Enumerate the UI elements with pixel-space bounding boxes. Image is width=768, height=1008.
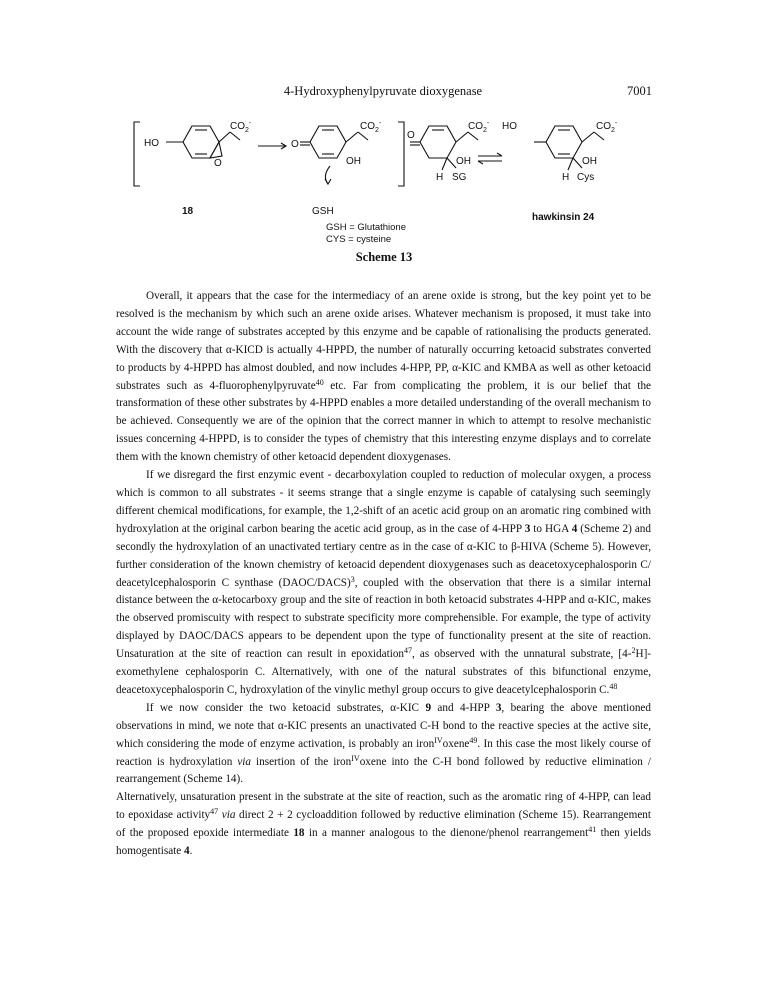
label-o-2: O	[291, 139, 299, 150]
reaction-scheme-13	[130, 116, 640, 266]
label-oh-3: OH	[456, 156, 471, 167]
label-gsh-definition: GSH = Glutathione	[326, 222, 407, 233]
label-gsh: GSH	[312, 206, 334, 217]
body-text	[116, 288, 651, 861]
label-ho-4: HO	[502, 121, 517, 132]
label-h-4: H	[562, 172, 570, 183]
label-sg: SG	[452, 172, 467, 183]
paragraph-1: Overall, it appears that the case for the intermediacy of an arene oxide is strong, but the key point yet to be resolved is the mechanism by which such an arene oxide arises. Whatever mechanism is proposed, it must take into account the wide range of substrates accepted by this enzyme and be capable of rationalising the products generated. With the discovery that α-KICD is actually 4-HPPD, the number of naturally occurring ketoacid substrates converted to products by 4-HPPD has almost doubled, and now includes 4-HPP, PP, α-KIC and KMBA as well as other ketoacid substrates such as 4-fluorophenylpyruvate$^{40}$ etc. Far from complicating the problem, it is our belief that the transformation of these other substrates by 4-HPPD enables a more detailed understanding of the overall mechanism to be achieved. Consequently we are of the opinion that the correct manner in which to attempt to resolve mechanistic issues concerning 4-HPPD, is to consider the types of chemistry that this interesting enzyme displays and to correlate them with the known chemistry of other ketoacid dependent dioxygenases.	[116, 290, 651, 464]
label-oh-2: OH	[346, 156, 361, 167]
label-ho-1: HO	[144, 138, 159, 149]
label-co2-1: $CO_2^-$	[230, 120, 252, 134]
scheme-13-structures	[130, 116, 640, 266]
label-cys: Cys	[577, 172, 595, 183]
paragraph-4: Alternatively, unsaturation present in the substrate at the site of reaction, such as the aromatic ring of 4-HPP, can lead to epoxidase activity$^{47}$ via direct 2 + 2 cycloaddition followed by reductive elimination (Scheme 15). Rearrangement of the proposed epoxide intermediate 18 in a manner analogous to the dienone/phenol rearrangement$^{41}$ then yields homogentisate 4.	[116, 791, 651, 858]
paragraph-2: If we disregard the first enzymic event - decarboxylation coupled to reduction of molecular oxygen, a process which is common to all substrates - it seems strange that a single enzyme is capable of catalysing such seemingly different chemical modifications, for example, the 1,2-shift of an acetic acid group on an aromatic ring combined with hydroxylation at the original carbon bearing the acetic acid group, as in the case of 4-HPP 3 to HGA 4 (Scheme 2) and secondly the hydroxylation of an unactivated tertiary centre as in the case of α-KIC to β-HIVA (Scheme 5). However, further consideration of the known chemistry of ketoacid dependent dioxygenases such as deacetoxycephalosporin C/ deacetylcephalosporin C synthase (DAOC/DACS)$^3$, coupled with the observation that there is a similar internal distance between the α-ketocarboxy group and the site of reaction in both ketoacid substrates 4-HPP and α-KIC, makes the observed promiscuity with respect to substrate specificity more comprehensible. For example, the type of activity displayed by DAOC/DACS appears to be dependent upon the type of functionality present at the site of reaction. Unsaturation at the site of reaction can result in epoxidation$^{47}$, as observed with the unnatural substrate, [4-$^2$H]-exomethylene cephalosporin C. Alternatively, with one of the natural substrates of this bifunctional enzyme, deacetoxycephalosporin C, hydroxylation of the vinylic methyl group occurs to give deacetylcephalosporin C.$^{48}$	[116, 469, 652, 696]
label-co2-4: $CO_2^-$	[596, 120, 618, 134]
label-hawkinsin: hawkinsin 24	[532, 212, 595, 223]
label-cys-definition: CYS = cysteine	[326, 234, 392, 245]
running-title: 4-Hydroxyphenylpyruvate dioxygenase	[283, 84, 483, 98]
running-header	[118, 84, 652, 100]
label-h-3: H	[436, 172, 444, 183]
paragraph-3: If we now consider the two ketoacid substrates, α-KIC 9 and 4-HPP 3, bearing the above mentioned observations in mind, we note that α-KIC presents an unactivated C-H bond to the reactive species at the active site, which considering the mode of enzyme activation, is probably an iron$^{IV}$oxene$^{49}$. In this case the most likely course of reaction is hydroxylation via insertion of the iron$^{IV}$oxene into the C-H bond followed by reductive elimination / rearrangement (Scheme 14).	[116, 701, 652, 786]
label-epoxide-o: O	[214, 158, 222, 169]
label-oh-4: OH	[582, 156, 597, 167]
scheme-caption: Scheme 13	[355, 250, 413, 264]
label-compound-18: 18	[182, 206, 194, 217]
label-co2-2: $CO_2^-$	[360, 120, 382, 134]
page-number: 7001	[627, 84, 652, 98]
label-co2-3: $CO_2^-$	[468, 120, 490, 134]
label-o-3: O	[407, 130, 415, 141]
